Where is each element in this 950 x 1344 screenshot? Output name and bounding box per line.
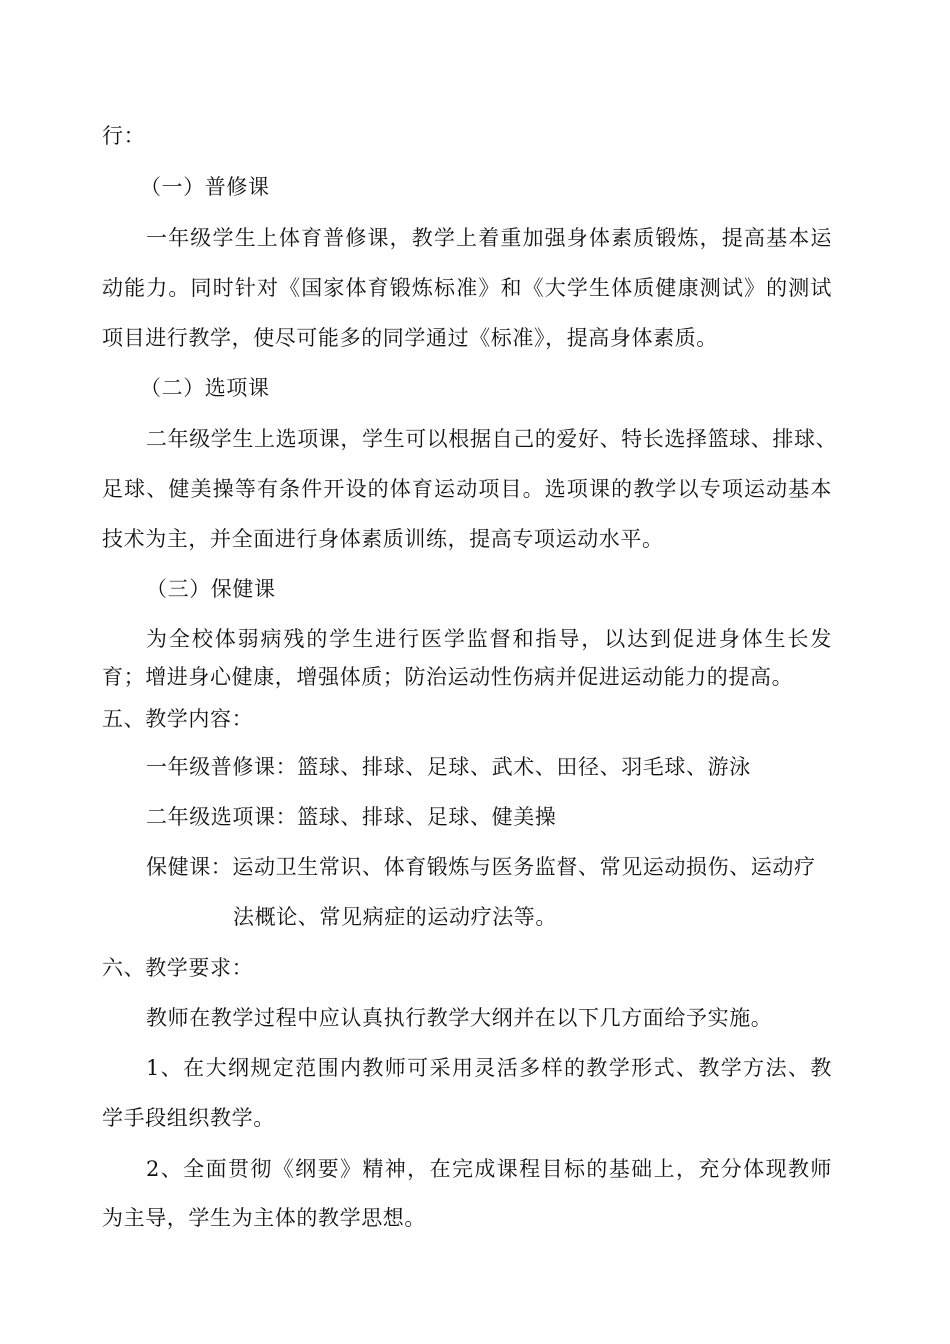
paragraph-line: 育；增进身心健康，增强体质；防治运动性伤病并促进运动能力的提高。 xyxy=(102,665,794,689)
paragraph-line: 技术为主，并全面进行身体素质训练，提高专项运动水平。 xyxy=(102,527,664,551)
paragraph-line: 二年级学生上选项课，学生可以根据自己的爱好、特长选择篮球、排球、 xyxy=(146,427,838,451)
content-item-second-year: 二年级选项课：篮球、排球、足球、健美操 xyxy=(146,805,557,829)
paragraph-line: 动能力。同时针对《国家体育锻炼标准》和《大学生体质健康测试》的测试 xyxy=(102,276,832,300)
paragraph-line: 为全校体弱病残的学生进行医学监督和指导，以达到促进身体生长发 xyxy=(146,627,832,651)
content-item-first-year: 一年级普修课：篮球、排球、足球、武术、田径、羽毛球、游泳 xyxy=(146,755,751,779)
requirement-item-1: 1、在大纲规定范围内教师可采用灵活多样的教学形式、教学方法、教 xyxy=(146,1056,832,1080)
section-heading-teaching-requirements: 六、教学要求： xyxy=(102,956,254,980)
subheading-general-course: （一）普修课 xyxy=(140,175,270,199)
subheading-health-course: （三）保健课 xyxy=(146,577,276,601)
content-item-health-course-continued: 法概论、常见病症的运动疗法等。 xyxy=(233,905,557,929)
paragraph-line: 教师在教学过程中应认真执行教学大纲并在以下几方面给予实施。 xyxy=(146,1006,773,1030)
paragraph-line: 足球、健美操等有条件开设的体育运动项目。选项课的教学以专项运动基本 xyxy=(102,477,832,501)
text-line-continuation: 行： xyxy=(102,124,146,148)
requirement-item-2-continued: 为主导，学生为主体的教学思想。 xyxy=(102,1206,426,1230)
paragraph-line: 一年级学生上体育普修课，教学上着重加强身体素质锻炼，提高基本运 xyxy=(146,226,832,250)
content-item-health-course: 保健课：运动卫生常识、体育锻炼与医务监督、常见运动损伤、运动疗 xyxy=(146,855,816,879)
requirement-item-2: 2、全面贯彻《纲要》精神，在完成课程目标的基础上，充分体现教师 xyxy=(146,1157,832,1181)
requirement-item-1-continued: 学手段组织教学。 xyxy=(102,1106,275,1130)
subheading-elective-course: （二）选项课 xyxy=(140,376,270,400)
paragraph-line: 项目进行教学，使尽可能多的同学通过《标准》，提高身体素质。 xyxy=(102,326,718,350)
section-heading-teaching-content: 五、教学内容： xyxy=(102,707,254,731)
